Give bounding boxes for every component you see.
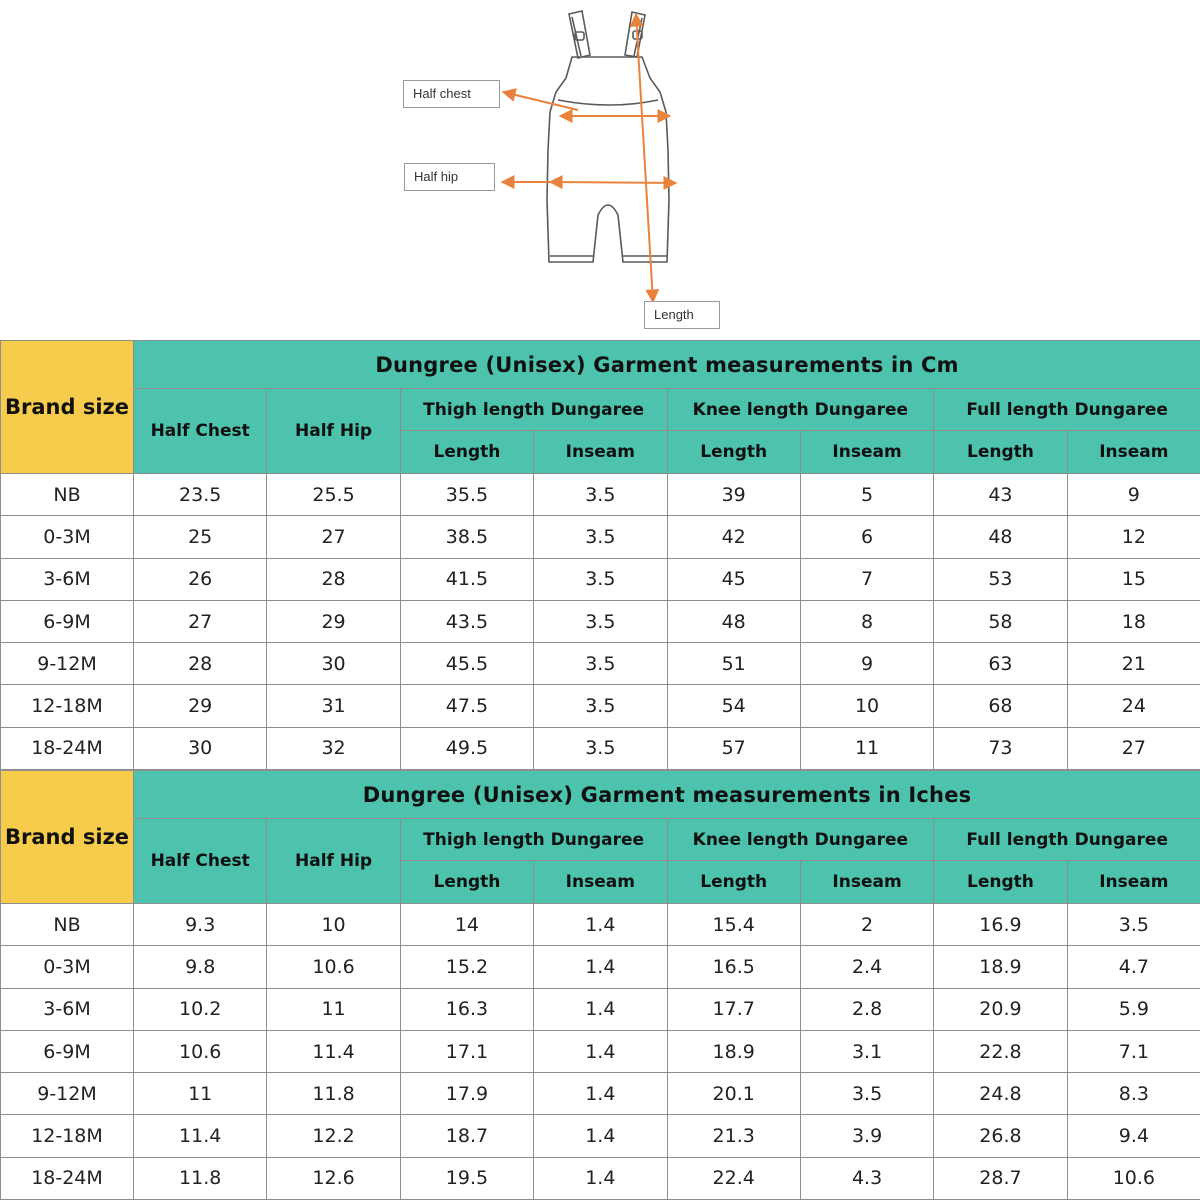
- measurement-cell: 14: [400, 904, 533, 946]
- table-row: [1, 946, 1200, 988]
- measurement-cell: 17.1: [400, 1030, 533, 1072]
- measurement-cell: 42: [667, 516, 800, 558]
- thigh-length-inseam-header: Inseam: [534, 861, 667, 904]
- measurement-cell: 15.4: [667, 904, 800, 946]
- table-row: [1, 988, 1200, 1030]
- brand-size-header: Brand size: [1, 341, 134, 474]
- thigh-length-header: Thigh length Dungaree: [400, 389, 667, 431]
- dungaree-outline: [547, 11, 669, 262]
- table-row: [1, 1115, 1200, 1157]
- measurement-cell: 39: [667, 474, 800, 516]
- full-length-header: Full length Dungaree: [934, 389, 1200, 431]
- full-length-inseam-header: Inseam: [1067, 861, 1200, 904]
- length-label: Length: [644, 301, 720, 329]
- measurement-cell: 12: [1067, 516, 1200, 558]
- measurement-cell: 10.6: [1067, 1157, 1200, 1199]
- measurement-cell: 1.4: [534, 904, 667, 946]
- measurement-cell: 1.4: [534, 1030, 667, 1072]
- measurement-cell: 7: [800, 558, 933, 600]
- brand-size-cell: 6-9M: [1, 1030, 134, 1072]
- measurement-cell: 16.5: [667, 946, 800, 988]
- measurement-cell: 27: [134, 600, 267, 642]
- measurement-cell: 9.3: [134, 904, 267, 946]
- measurement-cell: 3.5: [534, 600, 667, 642]
- knee-length-header: Knee length Dungaree: [667, 819, 934, 861]
- table-row: [1, 1157, 1200, 1199]
- measurement-cell: 25: [134, 516, 267, 558]
- half-hip-header: Half Hip: [267, 389, 400, 474]
- half-hip-header: Half Hip: [267, 819, 400, 904]
- full-length-length-header: Length: [934, 861, 1067, 904]
- measurement-cell: 9: [800, 643, 933, 685]
- measurement-cell: 4.3: [800, 1157, 933, 1199]
- measurement-cell: 18.9: [934, 946, 1067, 988]
- brand-size-cell: 18-24M: [1, 1157, 134, 1199]
- table-title: Dungree (Unisex) Garment measurements in Iches: [134, 771, 1200, 819]
- measurement-cell: 48: [934, 516, 1067, 558]
- brand-size-cell: 0-3M: [1, 946, 134, 988]
- thigh-length-length-header: Length: [400, 861, 533, 904]
- measurement-cell: 24.8: [934, 1073, 1067, 1115]
- brand-size-header: Brand size: [1, 771, 134, 904]
- measurement-cell: 15.2: [400, 946, 533, 988]
- full-length-length-header: Length: [934, 431, 1067, 474]
- table-row: [1, 727, 1200, 769]
- measurement-cell: 18: [1067, 600, 1200, 642]
- size-table-cm: [0, 340, 1200, 770]
- measurement-cell: 45: [667, 558, 800, 600]
- table-row: [1, 643, 1200, 685]
- measurement-cell: 8: [800, 600, 933, 642]
- measurement-cell: 10.2: [134, 988, 267, 1030]
- measurement-cell: 20.1: [667, 1073, 800, 1115]
- brand-size-cell: 12-18M: [1, 685, 134, 727]
- thigh-length-header: Thigh length Dungaree: [400, 819, 667, 861]
- measurement-cell: 11: [267, 988, 400, 1030]
- table-row: [1, 558, 1200, 600]
- table-row: [1, 904, 1200, 946]
- measurement-cell: 18.9: [667, 1030, 800, 1072]
- measurement-cell: 3.5: [534, 643, 667, 685]
- table-body-cm: [1, 474, 1200, 770]
- measurement-cell: 3.5: [534, 727, 667, 769]
- measurement-cell: 1.4: [534, 1115, 667, 1157]
- measurement-cell: 7.1: [1067, 1030, 1200, 1072]
- knee-length-inseam-header: Inseam: [800, 861, 933, 904]
- measurement-cell: 24: [1067, 685, 1200, 727]
- measurement-cell: 23.5: [134, 474, 267, 516]
- measurement-cell: 22.8: [934, 1030, 1067, 1072]
- measurement-cell: 3.5: [1067, 904, 1200, 946]
- measurement-cell: 21: [1067, 643, 1200, 685]
- measurement-cell: 48: [667, 600, 800, 642]
- measurement-cell: 10.6: [134, 1030, 267, 1072]
- measurement-cell: 53: [934, 558, 1067, 600]
- knee-length-length-header: Length: [667, 431, 800, 474]
- knee-length-length-header: Length: [667, 861, 800, 904]
- table-row: [1, 685, 1200, 727]
- measurement-cell: 3.5: [534, 516, 667, 558]
- measurement-cell: 68: [934, 685, 1067, 727]
- table-row: [1, 474, 1200, 516]
- length-arrow: [636, 14, 653, 302]
- measurement-cell: 1.4: [534, 946, 667, 988]
- measurement-cell: 49.5: [400, 727, 533, 769]
- measurement-cell: 16.9: [934, 904, 1067, 946]
- brand-size-cell: 18-24M: [1, 727, 134, 769]
- full-length-inseam-header: Inseam: [1067, 431, 1200, 474]
- dungaree-illustration: [0, 0, 1200, 340]
- measurement-cell: 17.9: [400, 1073, 533, 1115]
- measurement-cell: 11.8: [134, 1157, 267, 1199]
- measurement-cell: 29: [134, 685, 267, 727]
- table-row: [1, 1073, 1200, 1115]
- measurement-cell: 57: [667, 727, 800, 769]
- table-row: [1, 1030, 1200, 1072]
- brand-size-cell: NB: [1, 904, 134, 946]
- measurement-cell: 25.5: [267, 474, 400, 516]
- measurement-cell: 28: [267, 558, 400, 600]
- measurement-cell: 6: [800, 516, 933, 558]
- measurement-cell: 26.8: [934, 1115, 1067, 1157]
- measurement-cell: 1.4: [534, 1157, 667, 1199]
- knee-length-inseam-header: Inseam: [800, 431, 933, 474]
- brand-size-cell: 9-12M: [1, 643, 134, 685]
- measurement-cell: 10.6: [267, 946, 400, 988]
- brand-size-cell: 3-6M: [1, 558, 134, 600]
- measurement-cell: 3.9: [800, 1115, 933, 1157]
- measurement-cell: 28: [134, 643, 267, 685]
- measurement-cell: 5: [800, 474, 933, 516]
- half-hip-arrow: [550, 182, 676, 183]
- brand-size-cell: 9-12M: [1, 1073, 134, 1115]
- measurement-cell: 2.8: [800, 988, 933, 1030]
- measurement-cell: 29: [267, 600, 400, 642]
- full-length-header: Full length Dungaree: [934, 819, 1200, 861]
- size-table-inches: [0, 770, 1200, 1200]
- measurement-cell: 1.4: [534, 988, 667, 1030]
- measurement-cell: 3.5: [534, 474, 667, 516]
- measurement-cell: 3.5: [534, 685, 667, 727]
- measurement-cell: 28.7: [934, 1157, 1067, 1199]
- measurement-cell: 4.7: [1067, 946, 1200, 988]
- knee-length-header: Knee length Dungaree: [667, 389, 934, 431]
- brand-size-cell: 6-9M: [1, 600, 134, 642]
- half-chest-header: Half Chest: [134, 819, 267, 904]
- measurement-cell: 19.5: [400, 1157, 533, 1199]
- measurement-cell: 16.3: [400, 988, 533, 1030]
- measurement-cell: 1.4: [534, 1073, 667, 1115]
- measurement-cell: 17.7: [667, 988, 800, 1030]
- measurement-cell: 15: [1067, 558, 1200, 600]
- measurement-cell: 12.2: [267, 1115, 400, 1157]
- measurement-cell: 54: [667, 685, 800, 727]
- brand-size-cell: 12-18M: [1, 1115, 134, 1157]
- measurement-cell: 3.5: [800, 1073, 933, 1115]
- measurement-cell: 2: [800, 904, 933, 946]
- measurement-cell: 22.4: [667, 1157, 800, 1199]
- half-chest-header: Half Chest: [134, 389, 267, 474]
- measurement-cell: 35.5: [400, 474, 533, 516]
- measurement-cell: 11: [134, 1073, 267, 1115]
- measurement-diagram: [0, 0, 1200, 340]
- measurement-cell: 31: [267, 685, 400, 727]
- measurement-cell: 18.7: [400, 1115, 533, 1157]
- measurement-cell: 26: [134, 558, 267, 600]
- measurement-cell: 10: [267, 904, 400, 946]
- measurement-cell: 5.9: [1067, 988, 1200, 1030]
- half-chest-label: Half chest: [403, 80, 500, 108]
- measurement-cell: 41.5: [400, 558, 533, 600]
- measurement-cell: 21.3: [667, 1115, 800, 1157]
- measurement-cell: 2.4: [800, 946, 933, 988]
- measurement-cell: 12.6: [267, 1157, 400, 1199]
- measurement-cell: 43: [934, 474, 1067, 516]
- measurement-cell: 9.4: [1067, 1115, 1200, 1157]
- measurement-cell: 45.5: [400, 643, 533, 685]
- measurement-cell: 47.5: [400, 685, 533, 727]
- measurement-cell: 8.3: [1067, 1073, 1200, 1115]
- measurement-cell: 11.8: [267, 1073, 400, 1115]
- brand-size-cell: 3-6M: [1, 988, 134, 1030]
- measurement-cell: 51: [667, 643, 800, 685]
- measurement-cell: 3.5: [534, 558, 667, 600]
- measurement-cell: 27: [267, 516, 400, 558]
- measurement-cell: 11: [800, 727, 933, 769]
- measurement-cell: 73: [934, 727, 1067, 769]
- brand-size-cell: NB: [1, 474, 134, 516]
- measurement-cell: 58: [934, 600, 1067, 642]
- measurement-cell: 43.5: [400, 600, 533, 642]
- table-row: [1, 516, 1200, 558]
- measurement-cell: 11.4: [134, 1115, 267, 1157]
- measurement-cell: 10: [800, 685, 933, 727]
- measurement-cell: 3.1: [800, 1030, 933, 1072]
- thigh-length-inseam-header: Inseam: [534, 431, 667, 474]
- measurement-cell: 27: [1067, 727, 1200, 769]
- measurement-cell: 20.9: [934, 988, 1067, 1030]
- measurement-cell: 9: [1067, 474, 1200, 516]
- half-hip-label: Half hip: [404, 163, 495, 191]
- measurement-cell: 38.5: [400, 516, 533, 558]
- measurement-cell: 9.8: [134, 946, 267, 988]
- measurement-cell: 32: [267, 727, 400, 769]
- measurement-cell: 30: [134, 727, 267, 769]
- measurement-cell: 11.4: [267, 1030, 400, 1072]
- table-title: Dungree (Unisex) Garment measurements in Cm: [134, 341, 1200, 389]
- measurement-cell: 30: [267, 643, 400, 685]
- thigh-length-length-header: Length: [400, 431, 533, 474]
- measurement-cell: 63: [934, 643, 1067, 685]
- table-row: [1, 600, 1200, 642]
- table-body-inches: [1, 904, 1200, 1200]
- brand-size-cell: 0-3M: [1, 516, 134, 558]
